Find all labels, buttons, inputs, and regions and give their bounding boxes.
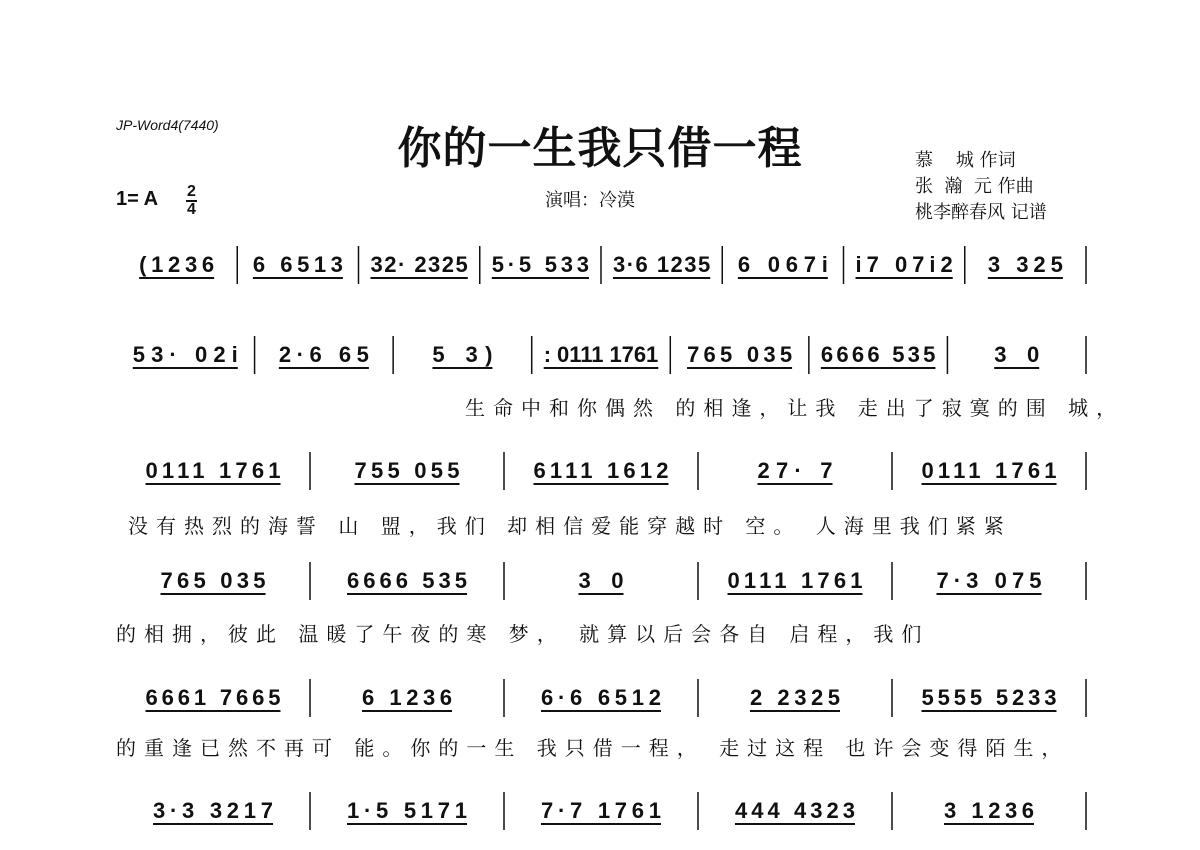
notation-row — [153, 792, 1086, 830]
time-bottom: 4 — [187, 201, 196, 218]
transcriber-credit: 桃李醉春风 记谱 — [915, 202, 1047, 223]
notation-row — [146, 679, 1087, 717]
measure: 6 067i — [737, 252, 828, 277]
measure: 0111 1761 — [145, 458, 281, 483]
measure: 6666 535 — [347, 568, 467, 593]
measure: 3·6 1235 — [613, 252, 711, 277]
measure: 6666 535 — [820, 342, 936, 367]
measure: 2 2325 — [750, 685, 840, 710]
measure: 765 035 — [160, 568, 266, 593]
lyricist-credit: 慕 城 作词 — [915, 150, 1016, 171]
notation-row — [139, 246, 1086, 284]
measure: 3 325 — [987, 252, 1063, 277]
lyrics-line-2: 生命中和你偶然 的相逢，让我 走出了寂寞的围 城， — [465, 396, 1125, 420]
measure: 6661 7665 — [145, 685, 281, 710]
lyrics-line-4: 的相拥，彼此 温暖了午夜的寒 梦， 就算以后会各自 启程，我们 — [116, 622, 930, 646]
measure: 6·6 6512 — [541, 685, 661, 710]
measure: 53· 02i — [132, 342, 238, 367]
measure: 27· 7 — [757, 458, 833, 483]
measure: (1236 — [139, 252, 215, 277]
song-title: 你的一生我只借一程 — [397, 123, 803, 174]
measure: 6 6513 — [252, 252, 343, 277]
key-signature: 1= A — [116, 188, 159, 210]
measure: 3·3 3217 — [153, 798, 273, 823]
measure: 0111 1761 — [727, 568, 863, 593]
software-label: JP-Word4(7440) — [116, 117, 219, 133]
measure: 3 0 — [578, 568, 624, 593]
notation-row — [161, 562, 1087, 600]
measure: 765 035 — [687, 342, 793, 367]
measure: 6 1236 — [362, 685, 452, 710]
lyrics-line-5: 的重逢已然不再可 能。你的一生 我只借一程， 走过这程 也许会变得陌生， — [116, 736, 1070, 760]
measure: 0111 1761 — [921, 458, 1057, 483]
measure: : 0111 1761 — [543, 342, 659, 367]
measure: 5 3) — [432, 342, 493, 367]
measure: 6111 1612 — [533, 458, 669, 483]
measure: 3 0 — [994, 342, 1040, 367]
time-top: 2 — [187, 183, 196, 200]
measure: 2·6 65 — [278, 342, 369, 367]
measure: 5555 5233 — [921, 685, 1057, 710]
lyrics-line-3: 没有热烈的海誓 山 盟，我们 却相信爱能穿越时 空。 人海里我们紧紧 — [128, 514, 1012, 538]
measure: 444 4323 — [735, 798, 855, 823]
measure: 7·7 1761 — [541, 798, 661, 823]
measure: 3 1236 — [944, 798, 1034, 823]
measure: 7·3 075 — [936, 568, 1042, 593]
measure: 5·5 533 — [491, 252, 589, 277]
composer-credit: 张 瀚 元 作曲 — [915, 176, 1034, 197]
singer-credit: 演唱：冷漠 — [545, 190, 635, 211]
measure: 755 055 — [354, 458, 460, 483]
measure: 1·5 5171 — [347, 798, 467, 823]
notation-row — [146, 452, 1087, 490]
measure: 32· 2325 — [370, 252, 468, 277]
measure: i7 07i2 — [855, 252, 953, 277]
notation-row — [133, 336, 1086, 374]
